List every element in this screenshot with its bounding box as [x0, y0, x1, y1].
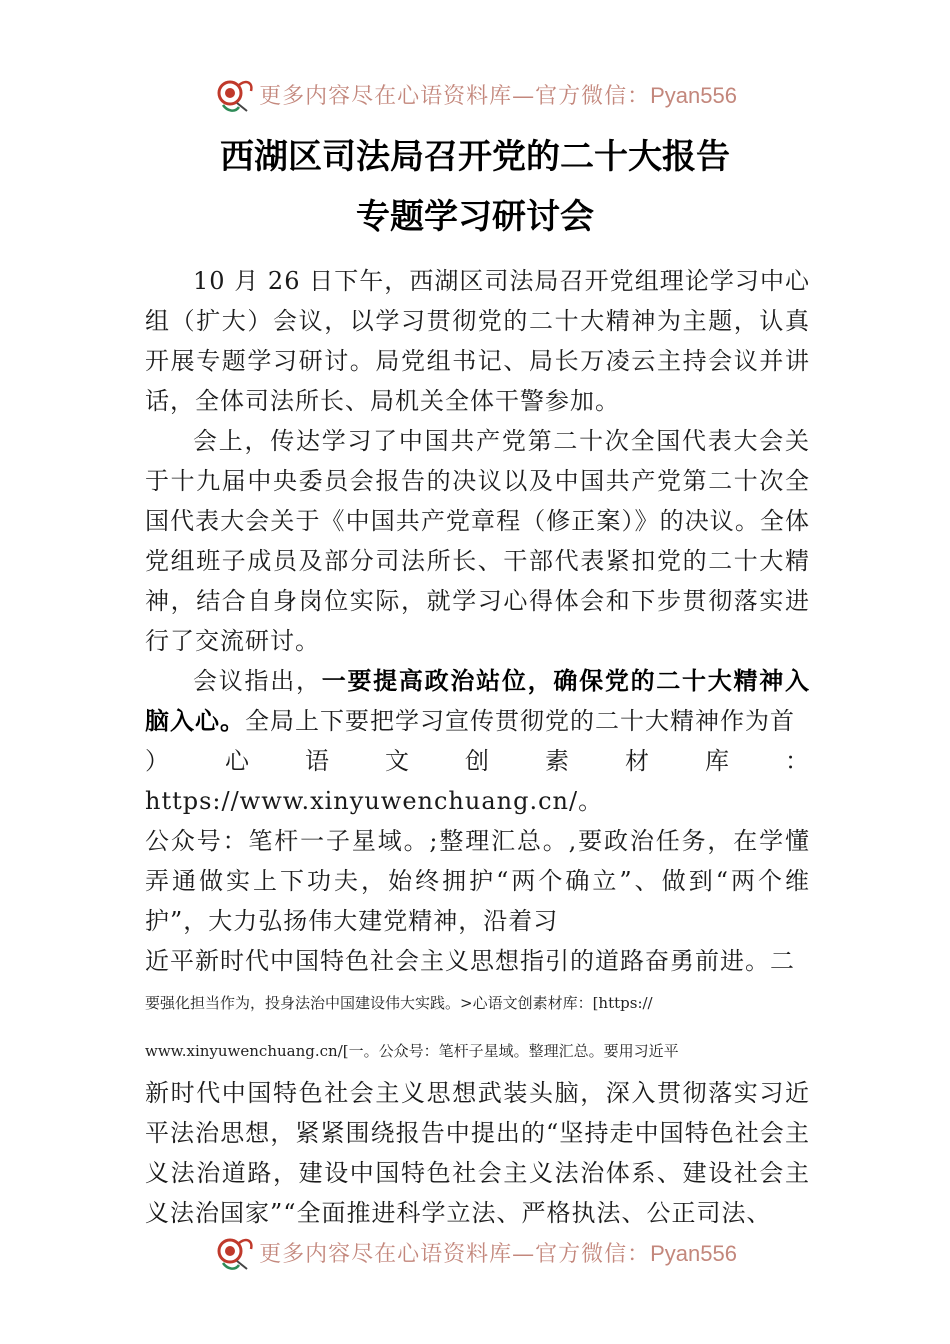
paragraph-4: 新时代中国特色社会主义思想武装头脑，深入贯彻落实习近平法治思想，紧紧围绕报告中提出的“坚持走中国特色社会主义法治道路，建设中国特色社会主义法治体系、建设社会主义法治国家”“全面推进科学立法、严格执法、公正司法、: [145, 1079, 810, 1227]
paragraph-3-intro: 会议指出，: [193, 667, 322, 695]
paragraph-3-line-4: 公众号：笔杆一子星域。;整理汇总。,要政治任务，在学懂弄通做实上下功夫，始终拥护“两个确立”、做到“两个维护”，大力弘扬伟大建党精神，沿着习: [145, 827, 810, 935]
small-text-line-1: 要强化担当作为，投身法治中国建设伟大实践。>心语文创素材库：[https://: [145, 994, 653, 1012]
small-text-line-2: www.xinyuwenchuang.cn/[一。公众号：笔杆子星域。整理汇总。要用习近平: [145, 1042, 679, 1060]
banner-text: 更多内容尽在心语资料库—官方微信：Pyan556: [259, 1240, 737, 1267]
footer-banner: [0, 1230, 950, 1274]
paragraph-3-line-3: ）心语文创素材库：https://www.xinyuwenchuang.cn/。: [145, 747, 810, 815]
article-body: [145, 261, 810, 1233]
page-title-line-1: 西湖区司法局召开党的二十大报告: [220, 137, 730, 177]
header-banner: [0, 72, 950, 116]
paragraph-3-line-5: 近平新时代中国特色社会主义思想指引的道路奋勇前进。二: [145, 947, 795, 975]
page-title-line-2: 专题学习研讨会: [356, 197, 594, 237]
rose-logo-icon: [213, 73, 255, 115]
paragraph-1: 10 月 26 日下午，西湖区司法局召开党组理论学习中心组（扩大）会议，以学习贯彻党的二十大精神为主题，认真开展专题学习研讨。局党组书记、局长万凌云主持会议并讲话，全体司法所长、局机关全体干警参加。: [145, 267, 810, 415]
rose-logo-icon: [213, 1231, 255, 1273]
paragraph-3-rest: 全局上下要把学习宣传贯彻党的二十大精神作为首: [245, 707, 795, 735]
paragraph-2: 会上，传达学习了中国共产党第二十次全国代表大会关于十九届中央委员会报告的决议以及中国共产党第二十次全国代表大会关于《中国共产党章程（修正案）》的决议。全体党组班子成员及部分司法所长、干部代表紧扣党的二十大精神，结合自身岗位实际，就学习心得体会和下步贯彻落实进行了交流研讨。: [145, 427, 810, 655]
paragraph-3-bold: 一要提高政治站位，确保党的二十大精神入脑入心。: [145, 667, 811, 735]
banner-text: 更多内容尽在心语资料库—官方微信：Pyan556: [259, 82, 737, 109]
paragraph-3: [145, 661, 810, 741]
wechat-id: Pyan556: [650, 1240, 737, 1266]
wechat-id: Pyan556: [650, 82, 737, 108]
